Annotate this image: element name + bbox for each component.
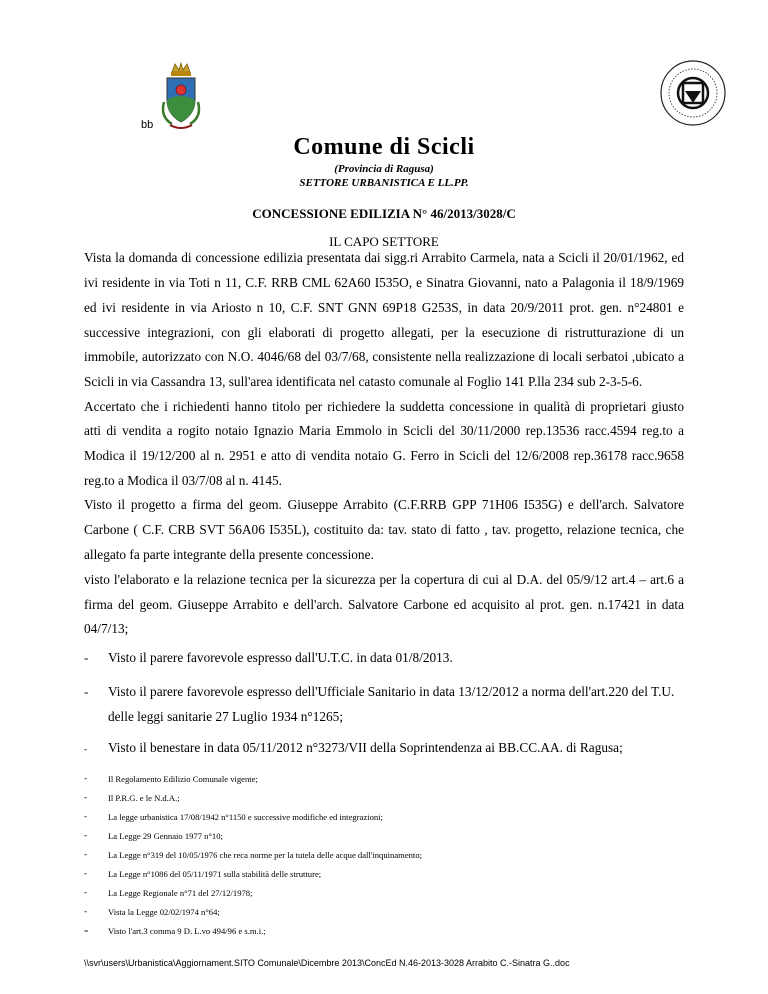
concession-title: CONCESSIONE EDILIZIA N° 46/2013/3028/C (252, 206, 516, 221)
body-line: firma del geom. Giuseppe Arrabito e dell'arch. Salvatore Carbone ed acquisito al prot. gen. n.17421 in data (84, 597, 684, 612)
body-line: ivi residente in via Toti n 11, C.F. RRB CML 62A60 I535O, e Sinatra Giovanni, nato a Palagonia il 18/9/1969 (84, 275, 684, 290)
logo-label: bb (141, 119, 154, 131)
bullet-marker: - (84, 811, 87, 821)
body-line: 04/7/13; (84, 621, 129, 636)
body-line: Vista la domanda di concessione edilizia presentata dai sigg.ri Arrabito Carmela, nata a Scicli il 20/01/1962, ed (84, 250, 684, 265)
bullet-marker: - (84, 849, 87, 859)
body-line: successive integrazioni, con gli elaborati di progetto allegati, per la esecuzione di ristrutturazione di un (84, 325, 684, 340)
bullet-marker: - (84, 922, 89, 937)
bullet-marker: - (84, 868, 87, 878)
page-title: Comune di Scicli (293, 134, 475, 160)
list-item-text: Visto il parere favorevole espresso dall'U.T.C. in data 01/8/2013. (108, 650, 453, 665)
list-item-text: Visto il parere favorevole espresso dell'Ufficiale Sanitario in data 13/12/2012 a norma dell'art.220 del T.U. (108, 684, 675, 699)
coat-of-arms-icon (160, 62, 202, 134)
unesco-seal-icon (658, 58, 728, 128)
bullet-marker: - (84, 830, 87, 840)
bullet-marker: - (84, 744, 87, 754)
list-item-text: Visto l'art.3 comma 9 D. L.vo 494/96 e s.m.i.; (108, 926, 266, 936)
department-label: SETTORE URBANISTICA E LL.PP. (299, 177, 469, 189)
bullet-marker: - (84, 650, 89, 665)
list-item-text: Il P.R.G. e le N.d.A.; (108, 793, 180, 803)
body-line: atti di vendita a rogito notaio Ignazio Maria Emmolo in Scicli del 30/11/2000 rep.13536 racc.4594 reg.to a (84, 423, 684, 438)
province-label: (Provincia di Ragusa) (334, 163, 434, 175)
body-line: Scicli in via Cassandra 13, sull'area identificata nel catasto comunale al Foglio 141 P.lla 234 sub 2-3-5-6. (84, 374, 643, 389)
body-line: visto l'elaborato e la relazione tecnica per la sicurezza per la copertura di cui al D.A. del 05/9/12 art.4 – art.6 a (84, 572, 684, 587)
list-item-text: La Legge n°319 del 10/05/1976 che reca norme per la tutela delle acque dall'inquinamento; (108, 850, 423, 860)
bullet-marker: - (84, 684, 89, 699)
body-line: Carbone ( C.F. CRB SVT 56A06 I535L), costituito da: tav. stato di fatto , tav. progetto, relazione tecnica, che (84, 522, 684, 537)
body-line: immobile, autorizzato con N.O. 4046/68 del 03/7/68, consistente nella realizzazione di locali serbatoi ,ubicato a (84, 349, 684, 364)
body-line: Visto il progetto a firma del geom. Giuseppe Arrabito (C.F.RRB GPP 71H06 I535G) e dell'arch. Salvatore (84, 497, 684, 512)
list-item-text: Vista la Legge 02/02/1974 n°64; (108, 907, 220, 917)
body-line: ed ivi residente in via Ariosto n 10, C.F. SNT GNN 69P18 G253S, in data 20/9/2011 prot. gen. n°24801 e (84, 300, 684, 315)
body-line: Modica il 19/12/200 al n. 2951 e atto di vendita notaio G. Ferro in Scicli del 12/6/2008 rep.36178 racc.9658 (84, 448, 684, 463)
list-item-text: Visto il benestare in data 05/11/2012 n°3273/VII della Soprintendenza ai BB.CC.AA. di Ragusa; (108, 740, 623, 755)
list-item-text: La Legge Regionale n°71 del 27/12/1978; (108, 888, 253, 898)
list-item-text: Il Regolamento Edilizio Comunale vigente; (108, 774, 258, 784)
file-path-footer: \\svr\users\Urbanistica\Aggiornament.SITO Comunale\Dicembre 2013\ConcEd N.46-2013-3028 Arrabito C.-Sinatra G..doc (84, 958, 570, 968)
section-heading: IL CAPO SETTORE (329, 234, 439, 249)
body-line: reg.to a Modica il 03/7/08 al n. 4145. (84, 473, 282, 488)
body-line: Accertato che i richiedenti hanno titolo per richiedere la suddetta concessione in qualità di proprietari giusto (84, 399, 684, 414)
body-line: allegato fa parte integrante della presente concessione. (84, 547, 374, 562)
list-item-text: La Legge n°1086 del 05/11/1971 sulla stabilità delle strutture; (108, 869, 322, 879)
bullet-marker: - (84, 792, 87, 802)
list-item-text: La legge urbanistica 17/08/1942 n°1150 e successive modifiche ed integrazioni; (108, 812, 383, 822)
list-item-text: delle leggi sanitarie 27 Luglio 1934 n°1265; (108, 709, 344, 724)
list-item-text: La Legge 29 Gennaio 1977 n°10; (108, 831, 223, 841)
bullet-marker: - (84, 906, 87, 916)
bullet-marker: - (84, 773, 87, 783)
bullet-marker: - (84, 887, 87, 897)
